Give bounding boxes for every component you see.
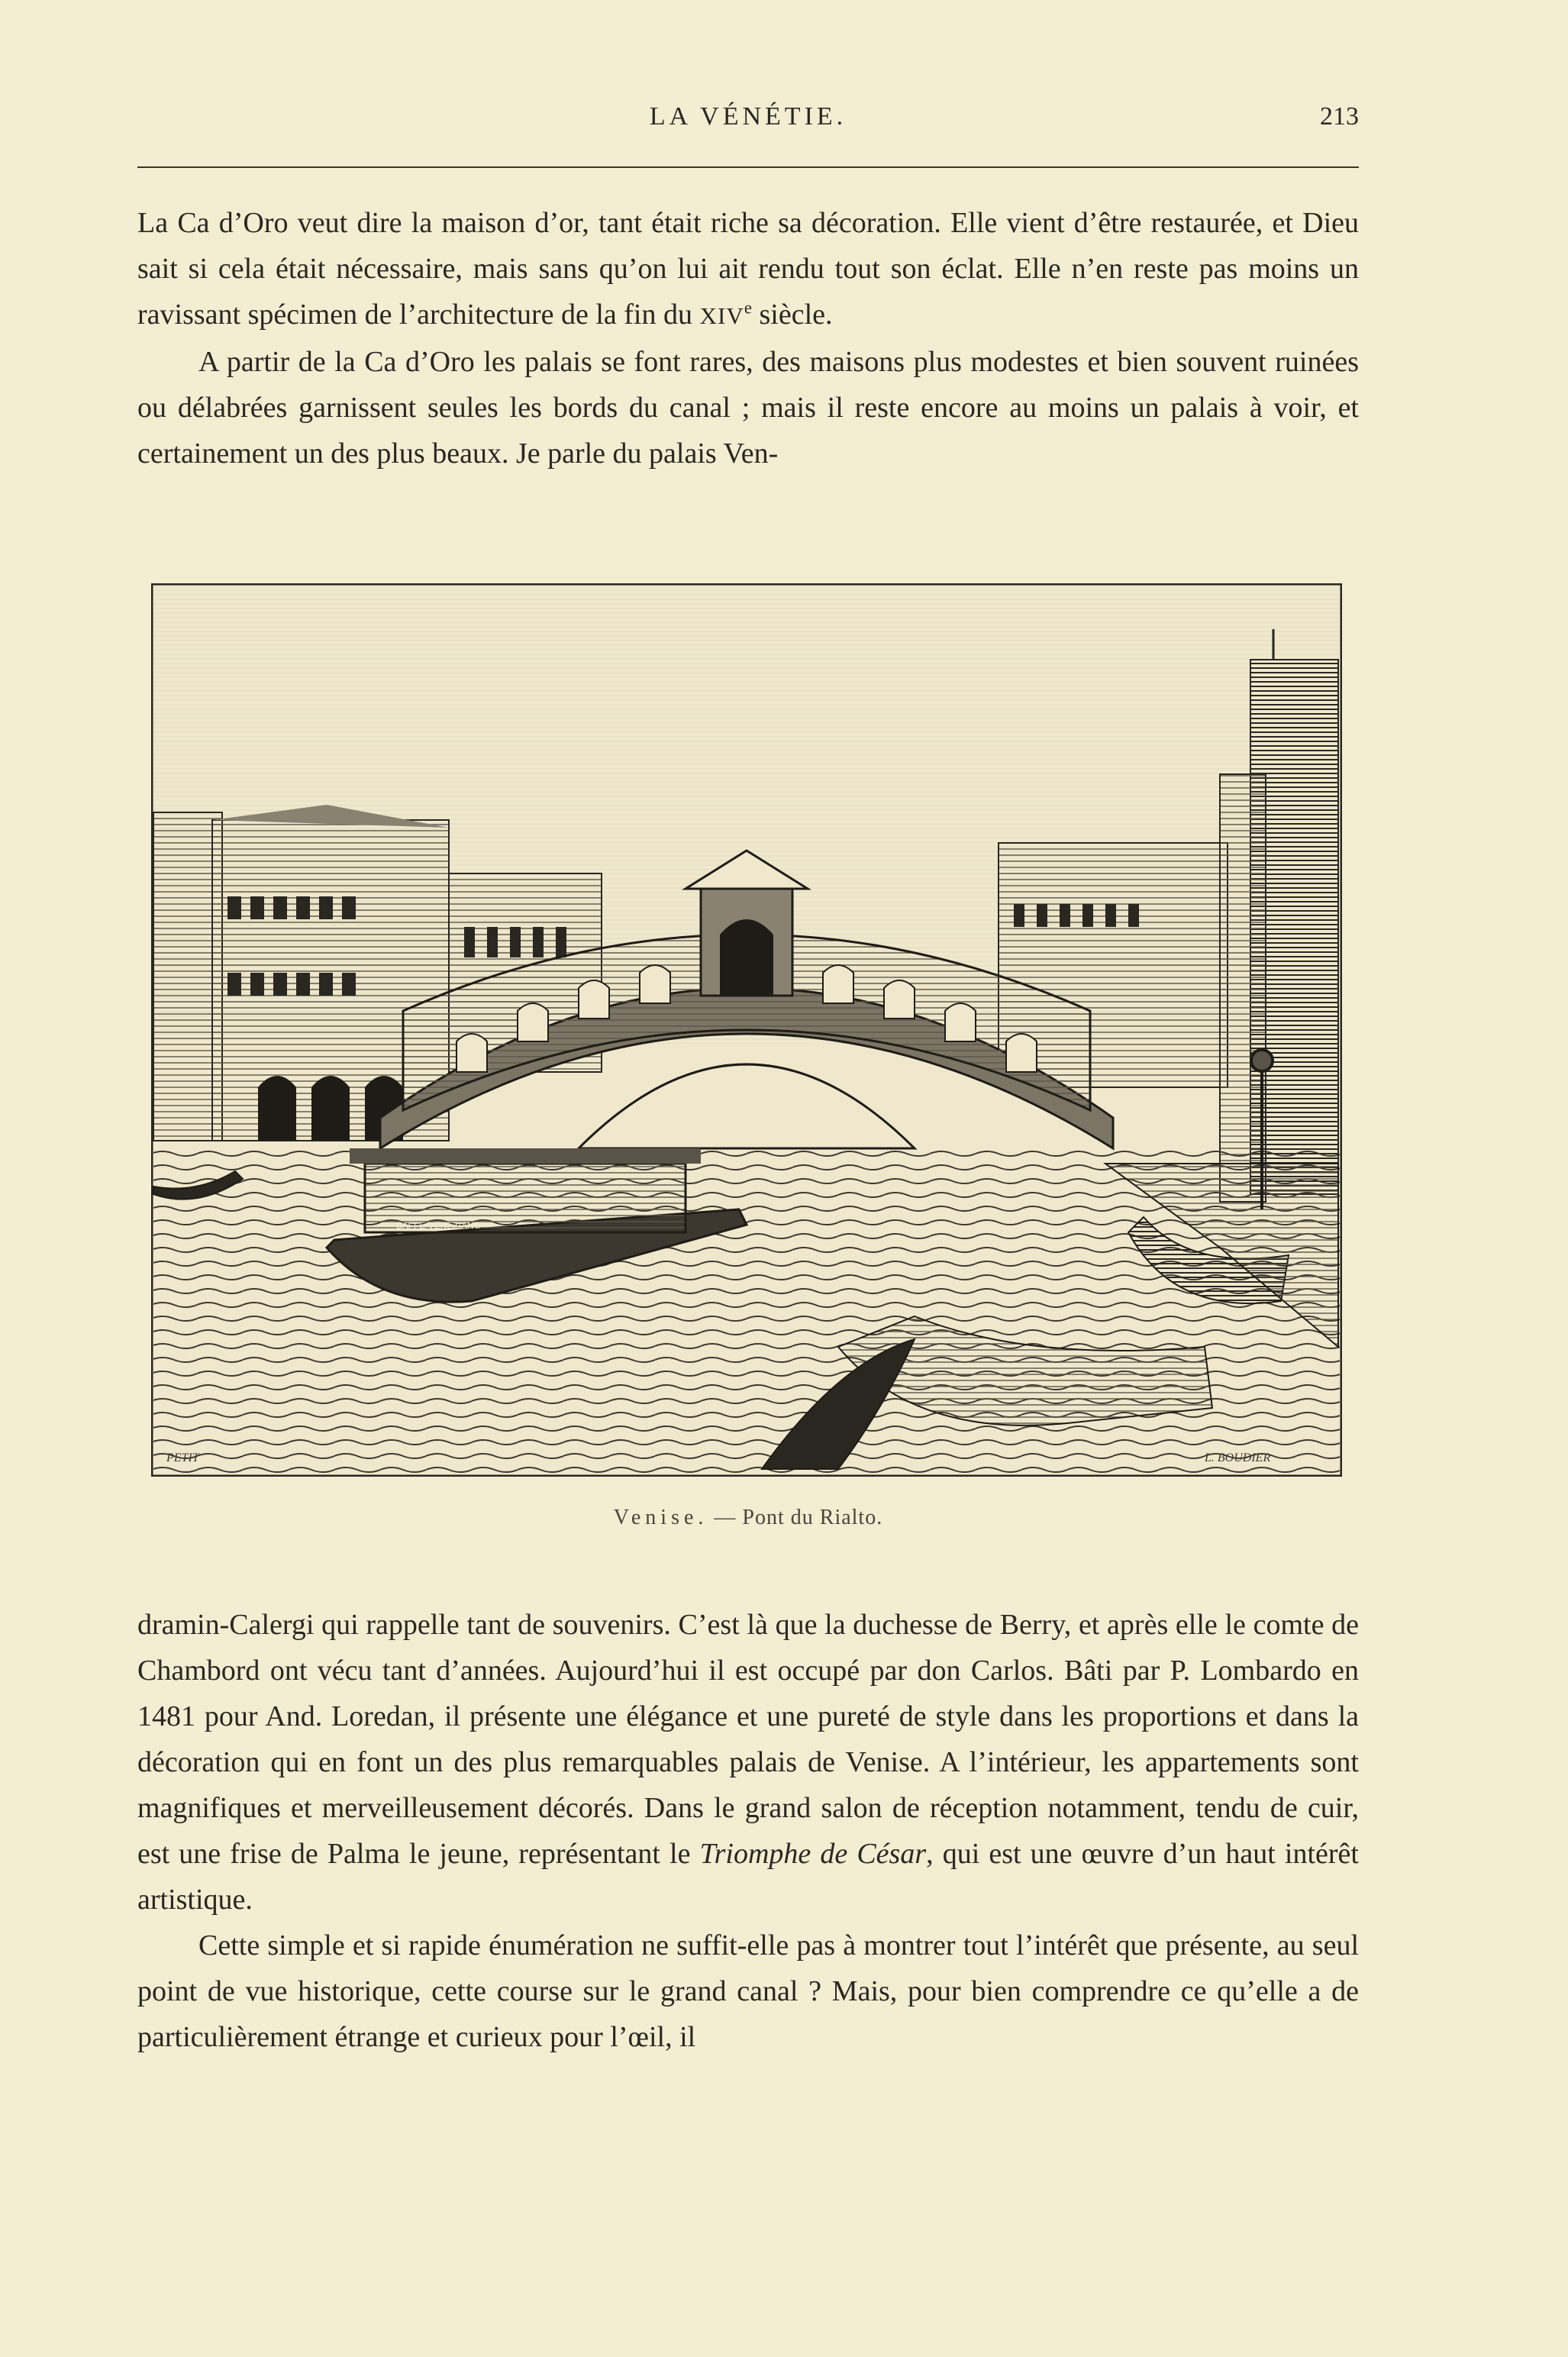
page-number: 213 (1320, 102, 1359, 131)
rialto-engraving (151, 583, 1342, 1477)
paragraph-ca-doro-end: siècle. (752, 299, 833, 331)
artwork-title: Triomphe de César (699, 1838, 927, 1870)
paragraph-vendramin (137, 1602, 1359, 1923)
figure-caption (137, 1506, 1359, 1530)
caption-title: — Pont du Rialto. (708, 1506, 883, 1529)
paragraph-ca-doro-text: La Ca d’Oro veut dire la maison d’or, tant était riche sa décoration. Elle vient d’être restaurée, et Dieu sait si cela était nécessaire, mais sans qu’on lui ait rendu tout son éclat. Elle n’en reste pas moins un ravissant spécimen de l’architecture de la fin du (137, 207, 1359, 331)
paragraph-vendramin-text: dramin-Calergi qui rappelle tant de souvenirs. C’est là que la duchesse de Berry, et après elle le comte de Chambord ont vécu tant d’années. Aujourd’hui il est occupé par don Carlos. Bâti par P. Lombardo en 1481 pour And. Loredan, il présente une élégance et une pureté de style dans les proportions et dans la décoration qui en font un des plus remarquables palais de Venise. A l’intérieur, les appartements sont magnifiques et merveilleusement décorés. Dans le grand salon de réception notamment, tendu de cuir, est une frise de Palma le jeune, représentant le (137, 1609, 1359, 1870)
running-head (137, 98, 1359, 144)
text-block-bottom (137, 1602, 1359, 2060)
paragraph-enumeration: Cette simple et si rapide énumération ne suffit-elle pas à montrer tout l’intérêt que présente, au seul point de vue historique, cette course sur le grand canal ? Mais, pour bien comprendre ce qu’elle a de particulièrement étrange et curieux pour l’œil, il (137, 1929, 1359, 2053)
engraver-signature-right: L. BOUDIER (1205, 1451, 1271, 1464)
century-numeral: XIV (699, 302, 744, 329)
century-superscript: e (744, 298, 752, 318)
paragraph-vendramin-end: , qui est une œuvre d’un haut intérêt artistique. (137, 1838, 1359, 1916)
header-rule (137, 166, 1359, 168)
text-block-top (137, 200, 1359, 476)
paragraph-palais-rares: A partir de la Ca d’Oro les palais se font rares, des maisons plus modestes et bien souvent ruinées ou délabrées garnissent seules les bords du canal ; mais il reste encore au moins un palais à voir, et certainement un des plus beaux. Je parle du palais Ven- (137, 346, 1359, 470)
running-title: LA VÉNÉTIE. (649, 102, 847, 131)
engraver-signature-left: PETIT (166, 1451, 199, 1464)
boat-sign: CAFFE VENEZIANO (395, 1220, 482, 1231)
caption-place: Venise. (613, 1506, 708, 1529)
paragraph-ca-doro (137, 200, 1359, 339)
